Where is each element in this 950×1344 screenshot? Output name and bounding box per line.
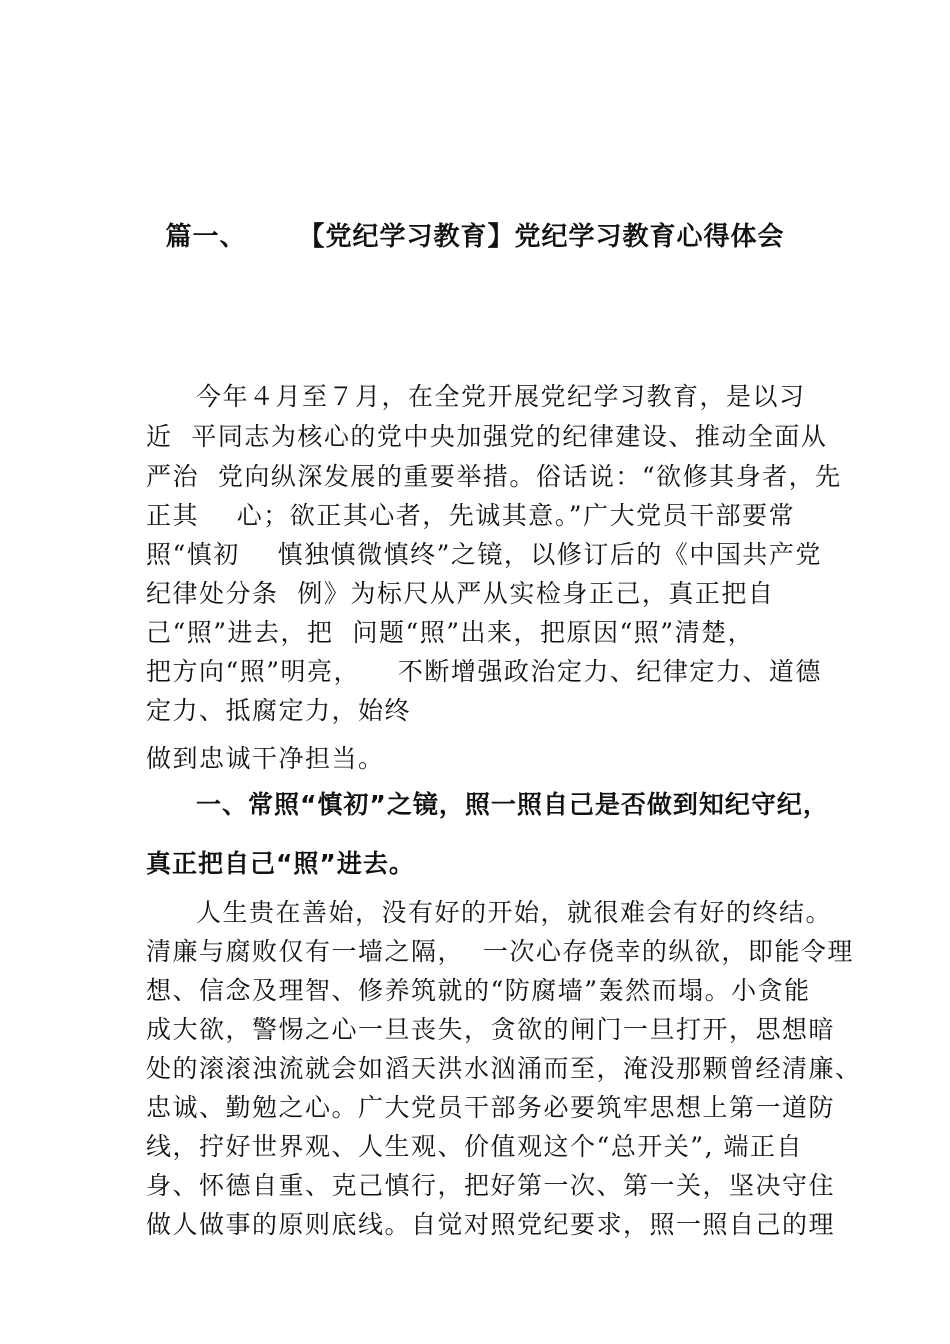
intro-line: 把方向“照”明亮， 不断增强政治定力、纪律定力、道德 [146, 657, 822, 686]
title-main: 【党纪学习教育】党纪学习教育心得体会 [298, 222, 785, 252]
intro-line: 照“慎初 慎独慎微慎终”之镜，以修订后的《中国共产党 [146, 540, 822, 569]
intro-line: 纪律处分条 例》为标尺从严从实检身正己，真正把自 [146, 579, 775, 608]
body-line: 处的滚滚浊流就会如滔天洪水汹涌而至，淹没那颗曾经清廉、 [146, 1054, 862, 1083]
body-line: 线，拧好世界观、人生观、价值观这个“总开关”, 端正自 [146, 1132, 803, 1161]
section-heading: 一、常照“慎初”之镜，照一照自己是否做到知纪守纪， [196, 790, 829, 819]
body-line: 想、信念及理智、修养筑就的“防腐墙”轰然而塌。小贪能 [146, 976, 811, 1005]
intro-line: 严治 党向纵深发展的重要举措。俗话说：“欲修其身者，先 [146, 462, 842, 491]
body-line: 身、怀德自重、克己慎行，把好第一次、第一关，坚决守住 [146, 1171, 836, 1200]
section-heading-continuation: 真正把自己“照”进去。 [146, 849, 415, 878]
title-prefix: 篇一、 [165, 222, 247, 252]
intro-line: 己“照”进去，把 问题“照”出来，把原因“照”清楚， [146, 618, 755, 647]
intro-line: 正其 心；欲正其心者，先诚其意。”广大党员干部要常 [146, 501, 796, 530]
intro-line: 定力、抵腐定力，始终 [146, 696, 412, 725]
body-line: 人生贵在善始，没有好的开始，就很难会有好的终结。 [196, 898, 833, 927]
document-title [0, 216, 950, 253]
intro-line: 今年４月至７月，在全党开展党纪学习教育，是以习 [196, 382, 806, 411]
body-line: 成大欲，警惕之心一旦丧失，贪欲的闸门一旦打开，思想暗 [146, 1015, 836, 1044]
intro-line: 做到忠诚干净担当。 [146, 744, 385, 773]
body-line: 清廉与腐败仅有一墙之隔， 一次心存侥幸的纵欲，即能令理 [146, 937, 854, 966]
body-line: 做人做事的原则底线。自觉对照党纪要求，照一照自己的理 [146, 1210, 836, 1239]
intro-line: 近 平同志为核心的党中央加强党的纪律建设、推动全面从 [146, 422, 828, 451]
body-line: 忠诚、勤勉之心。广大党员干部务必要筑牢思想上第一道防 [146, 1093, 836, 1122]
